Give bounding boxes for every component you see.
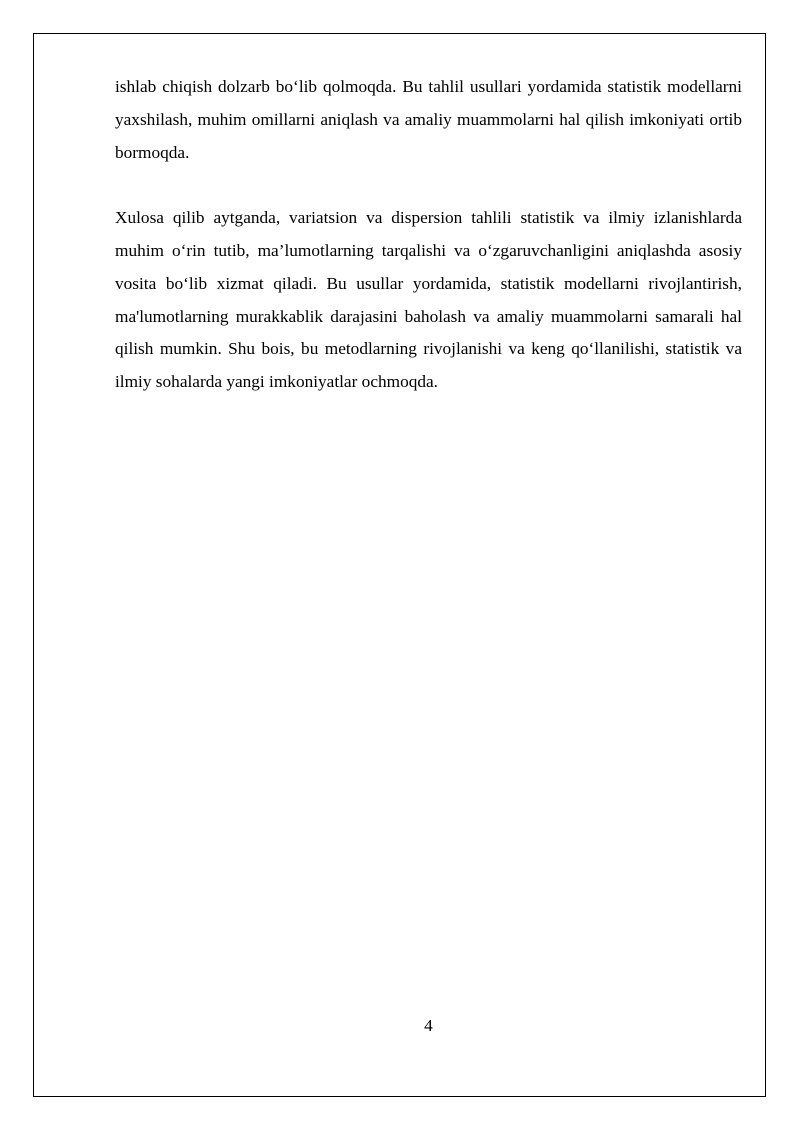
page-number: 4 <box>424 1016 433 1035</box>
paragraph-2: Xulosa qilib aytganda, variatsion va dispersion tahlili statistik va ilmiy izlanishlarda muhim o‘rin tutib, ma’lumotlarning tarqalishi va o‘zgaruvchanligini aniqlashda asosiy vosita bo‘lib xizmat qiladi. Bu usullar yordamida, statistik modellarni rivojlantirish, ma'lumotlarning murakkablik darajasini baholash va amaliy muammolarni samarali hal qilish mumkin. Shu bois, bu metodlarning rivojlanishi va keng qo‘llanilishi, statistik va ilmiy sohalarda yangi imkoniyatlar ochmoqda. <box>115 208 742 392</box>
document-body <box>115 71 742 399</box>
paragraph-1: ishlab chiqish dolzarb bo‘lib qolmoqda. Bu tahlil usullari yordamida statistik modellarni yaxshilash, muhim omillarni aniqlash va amaliy muammolarni hal qilish imkoniyati ortib bormoqda. <box>115 77 742 162</box>
